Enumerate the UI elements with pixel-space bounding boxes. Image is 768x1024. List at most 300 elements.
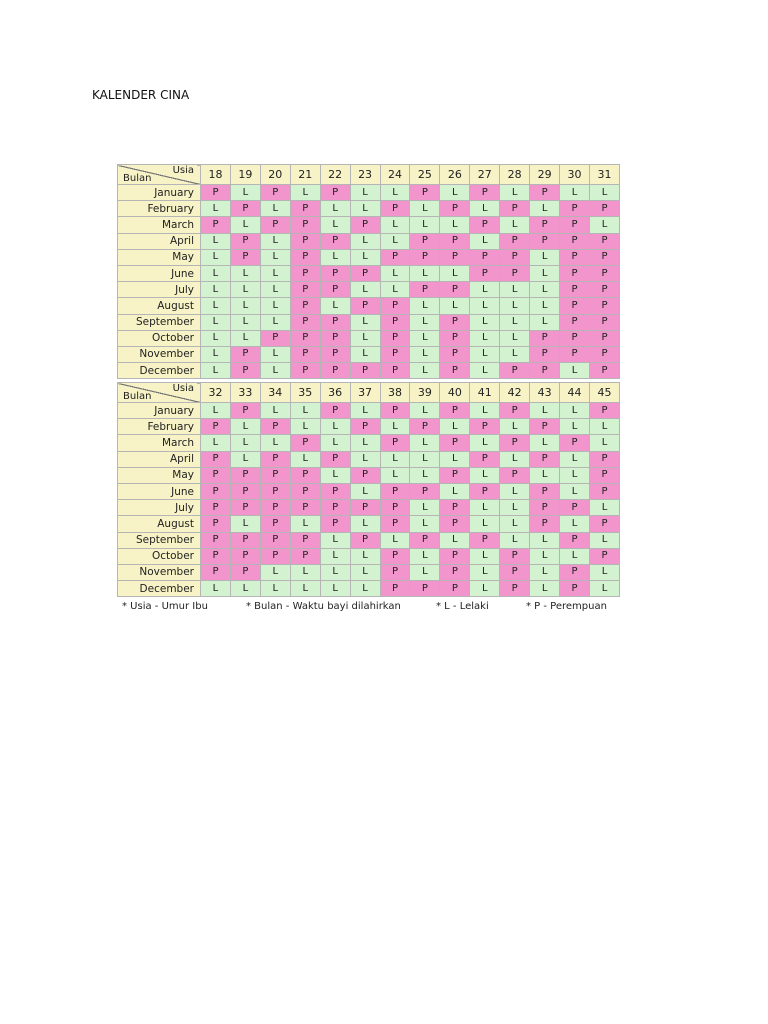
document-title: KALENDER CINA [92,88,190,102]
gender-cell: L [589,500,619,516]
gender-cell: L [260,201,290,217]
gender-cell: P [560,249,590,265]
gender-cell: P [320,265,350,281]
month-label: February [118,419,201,435]
gender-cell: P [589,403,619,419]
gender-cell: L [410,435,440,451]
gender-cell: P [380,249,410,265]
gender-cell: L [410,330,440,346]
gender-cell: L [260,363,290,379]
gender-cell: P [260,467,290,483]
gender-cell: P [440,314,470,330]
gender-cell: L [560,419,590,435]
gender-cell: P [500,467,530,483]
month-row [118,233,620,249]
gender-cell: P [560,201,590,217]
age-header-cell: 22 [320,165,350,185]
gender-cell: P [260,516,290,532]
gender-cell: L [530,249,560,265]
gender-cell: P [230,201,260,217]
gender-cell: P [560,314,590,330]
gender-cell: P [320,403,350,419]
gender-cell: P [589,346,619,362]
month-row [118,363,620,379]
calendar-table-ages-18-31 [117,164,620,379]
age-header-cell: 20 [260,165,290,185]
gender-cell: P [440,346,470,362]
age-header-row [118,383,620,403]
gender-cell: L [260,564,290,580]
age-header-cell: 34 [260,383,290,403]
gender-cell: P [440,516,470,532]
gender-cell: L [470,233,500,249]
gender-cell: L [320,298,350,314]
gender-cell: P [201,516,231,532]
gender-cell: P [470,451,500,467]
gender-cell: L [290,419,320,435]
gender-cell: L [230,435,260,451]
gender-cell: P [380,483,410,499]
gender-cell: L [530,548,560,564]
gender-cell: P [530,346,560,362]
age-header-cell: 43 [530,383,560,403]
gender-cell: L [201,265,231,281]
gender-cell: L [380,282,410,298]
month-row [118,451,620,467]
gender-cell: L [350,282,380,298]
gender-cell: L [500,330,530,346]
gender-cell: L [350,346,380,362]
corner-age-label: Usia [172,165,194,176]
gender-cell: P [470,419,500,435]
corner-cell [118,383,201,403]
month-label: June [118,265,201,281]
month-label: January [118,403,201,419]
gender-cell: P [470,217,500,233]
gender-cell: L [380,451,410,467]
gender-cell: L [201,298,231,314]
gender-cell: P [589,314,619,330]
gender-cell: L [410,516,440,532]
corner-month-label: Bulan [123,391,152,402]
gender-cell: L [470,298,500,314]
gender-cell: P [230,233,260,249]
month-label: October [118,330,201,346]
gender-cell: P [201,419,231,435]
gender-cell: P [230,564,260,580]
gender-cell: L [440,532,470,548]
gender-cell: P [530,451,560,467]
gender-cell: P [440,564,470,580]
month-label: January [118,185,201,201]
legend-usia: * Usia - Umur Ibu [122,601,208,612]
gender-cell: L [440,265,470,281]
gender-cell: P [230,346,260,362]
gender-cell: L [410,265,440,281]
gender-cell: P [230,363,260,379]
gender-cell: L [320,217,350,233]
gender-cell: L [470,581,500,597]
gender-cell: P [380,500,410,516]
gender-cell: L [201,403,231,419]
month-row [118,500,620,516]
gender-cell: L [320,201,350,217]
gender-cell: P [380,564,410,580]
month-label: September [118,314,201,330]
gender-cell: P [380,346,410,362]
gender-cell: P [260,532,290,548]
gender-cell: P [380,363,410,379]
month-label: July [118,500,201,516]
age-header-cell: 41 [470,383,500,403]
gender-cell: L [260,249,290,265]
gender-cell: P [500,249,530,265]
gender-cell: P [320,233,350,249]
gender-cell: P [440,581,470,597]
gender-cell: P [320,282,350,298]
gender-cell: L [470,500,500,516]
gender-cell: L [380,265,410,281]
age-header-cell: 45 [589,383,619,403]
month-label: February [118,201,201,217]
gender-cell: L [201,363,231,379]
age-header-cell: 24 [380,165,410,185]
gender-cell: L [320,435,350,451]
gender-cell: P [380,435,410,451]
gender-cell: L [201,249,231,265]
gender-cell: P [201,532,231,548]
gender-cell: P [380,581,410,597]
gender-cell: P [589,233,619,249]
gender-cell: P [260,548,290,564]
gender-cell: L [410,314,440,330]
gender-cell: P [260,451,290,467]
gender-cell: P [530,233,560,249]
gender-cell: P [290,314,320,330]
gender-cell: L [440,298,470,314]
gender-cell: L [230,451,260,467]
gender-cell: P [560,564,590,580]
gender-cell: L [500,282,530,298]
gender-cell: P [500,548,530,564]
gender-cell: L [410,346,440,362]
gender-cell: P [260,217,290,233]
corner-age-label: Usia [172,383,194,394]
gender-cell: L [320,532,350,548]
month-label: May [118,249,201,265]
month-label: December [118,581,201,597]
gender-cell: L [230,282,260,298]
gender-cell: P [410,581,440,597]
gender-cell: L [201,201,231,217]
gender-cell: P [410,233,440,249]
gender-cell: L [560,403,590,419]
month-row [118,265,620,281]
gender-cell: L [350,185,380,201]
gender-cell: L [440,419,470,435]
gender-cell: L [410,201,440,217]
gender-cell: L [500,500,530,516]
gender-cell: L [350,564,380,580]
gender-cell: L [350,516,380,532]
gender-cell: L [530,265,560,281]
gender-cell: P [560,581,590,597]
gender-cell: L [320,548,350,564]
gender-cell: P [440,363,470,379]
gender-cell: P [290,217,320,233]
gender-cell: P [470,185,500,201]
month-label: October [118,548,201,564]
age-header-cell: 40 [440,383,470,403]
gender-cell: P [320,346,350,362]
month-row [118,201,620,217]
gender-cell: L [380,467,410,483]
gender-cell: L [470,363,500,379]
gender-cell: L [230,330,260,346]
gender-cell: L [500,419,530,435]
gender-cell: L [530,298,560,314]
gender-cell: P [560,217,590,233]
gender-cell: P [589,363,619,379]
gender-cell: L [201,346,231,362]
gender-cell: P [410,419,440,435]
gender-cell: P [500,403,530,419]
gender-cell: P [530,419,560,435]
gender-cell: L [530,532,560,548]
gender-cell: P [380,403,410,419]
gender-cell: P [320,185,350,201]
gender-cell: P [410,532,440,548]
gender-cell: P [290,233,320,249]
gender-cell: L [470,314,500,330]
gender-cell: L [230,516,260,532]
gender-cell: L [201,330,231,346]
month-row [118,483,620,499]
gender-cell: P [260,185,290,201]
gender-cell: L [530,581,560,597]
gender-cell: P [290,500,320,516]
gender-cell: P [560,233,590,249]
gender-cell: P [560,265,590,281]
gender-cell: P [290,201,320,217]
gender-cell: L [290,564,320,580]
gender-cell: L [560,548,590,564]
gender-cell: P [320,451,350,467]
month-row [118,435,620,451]
gender-cell: P [589,516,619,532]
gender-cell: L [440,483,470,499]
month-label: December [118,363,201,379]
gender-cell: P [380,314,410,330]
gender-cell: L [530,201,560,217]
gender-cell: L [350,233,380,249]
gender-cell: P [470,265,500,281]
gender-cell: P [230,548,260,564]
calendar-table-ages-32-45 [117,382,620,597]
age-header-cell: 38 [380,383,410,403]
gender-cell: L [320,467,350,483]
gender-cell: P [290,363,320,379]
gender-cell: L [380,233,410,249]
gender-cell: P [470,249,500,265]
age-header-cell: 33 [230,383,260,403]
gender-cell: P [290,483,320,499]
gender-cell: L [410,403,440,419]
gender-cell: L [260,298,290,314]
age-header-cell: 27 [470,165,500,185]
gender-cell: P [320,516,350,532]
gender-cell: P [410,483,440,499]
age-header-cell: 42 [500,383,530,403]
gender-cell: L [260,435,290,451]
gender-cell: P [230,249,260,265]
gender-cell: L [500,483,530,499]
age-header-cell: 31 [589,165,619,185]
gender-cell: L [560,185,590,201]
gender-cell: P [410,249,440,265]
age-header-cell: 28 [500,165,530,185]
gender-cell: L [560,483,590,499]
gender-cell: L [290,516,320,532]
gender-cell: L [470,548,500,564]
gender-cell: P [530,330,560,346]
gender-cell: P [589,265,619,281]
month-label: September [118,532,201,548]
gender-cell: P [260,330,290,346]
gender-cell: L [500,185,530,201]
month-label: July [118,282,201,298]
age-header-cell: 37 [350,383,380,403]
age-header-cell: 26 [440,165,470,185]
age-header-cell: 39 [410,383,440,403]
gender-cell: L [440,451,470,467]
gender-cell: P [350,532,380,548]
gender-cell: P [560,330,590,346]
gender-cell: L [230,314,260,330]
gender-cell: L [230,581,260,597]
gender-cell: L [500,532,530,548]
gender-cell: P [320,314,350,330]
gender-cell: L [500,346,530,362]
gender-cell: P [290,548,320,564]
gender-cell: L [350,249,380,265]
gender-cell: L [470,282,500,298]
month-row [118,330,620,346]
month-row [118,548,620,564]
gender-cell: L [589,435,619,451]
gender-cell: L [500,516,530,532]
gender-cell: L [290,581,320,597]
gender-cell: L [470,435,500,451]
gender-cell: P [440,500,470,516]
gender-cell: L [380,217,410,233]
gender-cell: P [530,516,560,532]
gender-cell: L [440,185,470,201]
age-header-cell: 30 [560,165,590,185]
gender-cell: L [500,298,530,314]
gender-cell: P [560,298,590,314]
gender-cell: P [589,330,619,346]
gender-cell: P [350,217,380,233]
gender-cell: L [290,451,320,467]
gender-cell: L [410,467,440,483]
gender-cell: L [530,467,560,483]
gender-cell: P [320,330,350,346]
gender-cell: L [589,564,619,580]
gender-cell: P [470,483,500,499]
gender-cell: P [589,451,619,467]
gender-cell: L [410,217,440,233]
month-label: April [118,451,201,467]
gender-cell: P [440,435,470,451]
gender-cell: L [320,581,350,597]
gender-cell: L [320,249,350,265]
age-header-cell: 25 [410,165,440,185]
gender-cell: P [290,467,320,483]
gender-cell: L [230,185,260,201]
age-header-cell: 32 [201,383,231,403]
legend-lelaki: * L - Lelaki [436,601,489,612]
age-header-cell: 44 [560,383,590,403]
gender-cell: P [470,532,500,548]
age-header-cell: 35 [290,383,320,403]
month-row [118,314,620,330]
gender-cell: P [530,217,560,233]
gender-cell: L [350,483,380,499]
gender-cell: L [201,314,231,330]
gender-cell: P [530,483,560,499]
gender-cell: P [530,363,560,379]
gender-cell: P [500,233,530,249]
gender-cell: P [201,451,231,467]
gender-cell: L [260,314,290,330]
gender-cell: L [350,314,380,330]
gender-cell: P [230,403,260,419]
gender-cell: P [589,201,619,217]
gender-cell: P [230,467,260,483]
gender-cell: P [380,516,410,532]
gender-cell: L [589,581,619,597]
gender-cell: L [560,451,590,467]
month-label: April [118,233,201,249]
gender-cell: L [530,282,560,298]
age-header-row [118,165,620,185]
age-header-cell: 36 [320,383,350,403]
gender-cell: P [320,500,350,516]
gender-cell: P [350,467,380,483]
gender-cell: L [230,217,260,233]
gender-cell: P [350,363,380,379]
gender-cell: P [290,298,320,314]
gender-cell: L [500,217,530,233]
gender-cell: P [560,500,590,516]
gender-cell: L [380,532,410,548]
gender-cell: L [350,548,380,564]
age-header-cell: 18 [201,165,231,185]
gender-cell: P [290,532,320,548]
gender-cell: P [560,532,590,548]
gender-cell: P [201,548,231,564]
gender-cell: L [230,419,260,435]
month-label: May [118,467,201,483]
gender-cell: L [500,451,530,467]
gender-cell: P [350,419,380,435]
month-row [118,282,620,298]
month-label: March [118,217,201,233]
gender-cell: P [350,298,380,314]
gender-cell: P [230,532,260,548]
gender-cell: P [260,500,290,516]
